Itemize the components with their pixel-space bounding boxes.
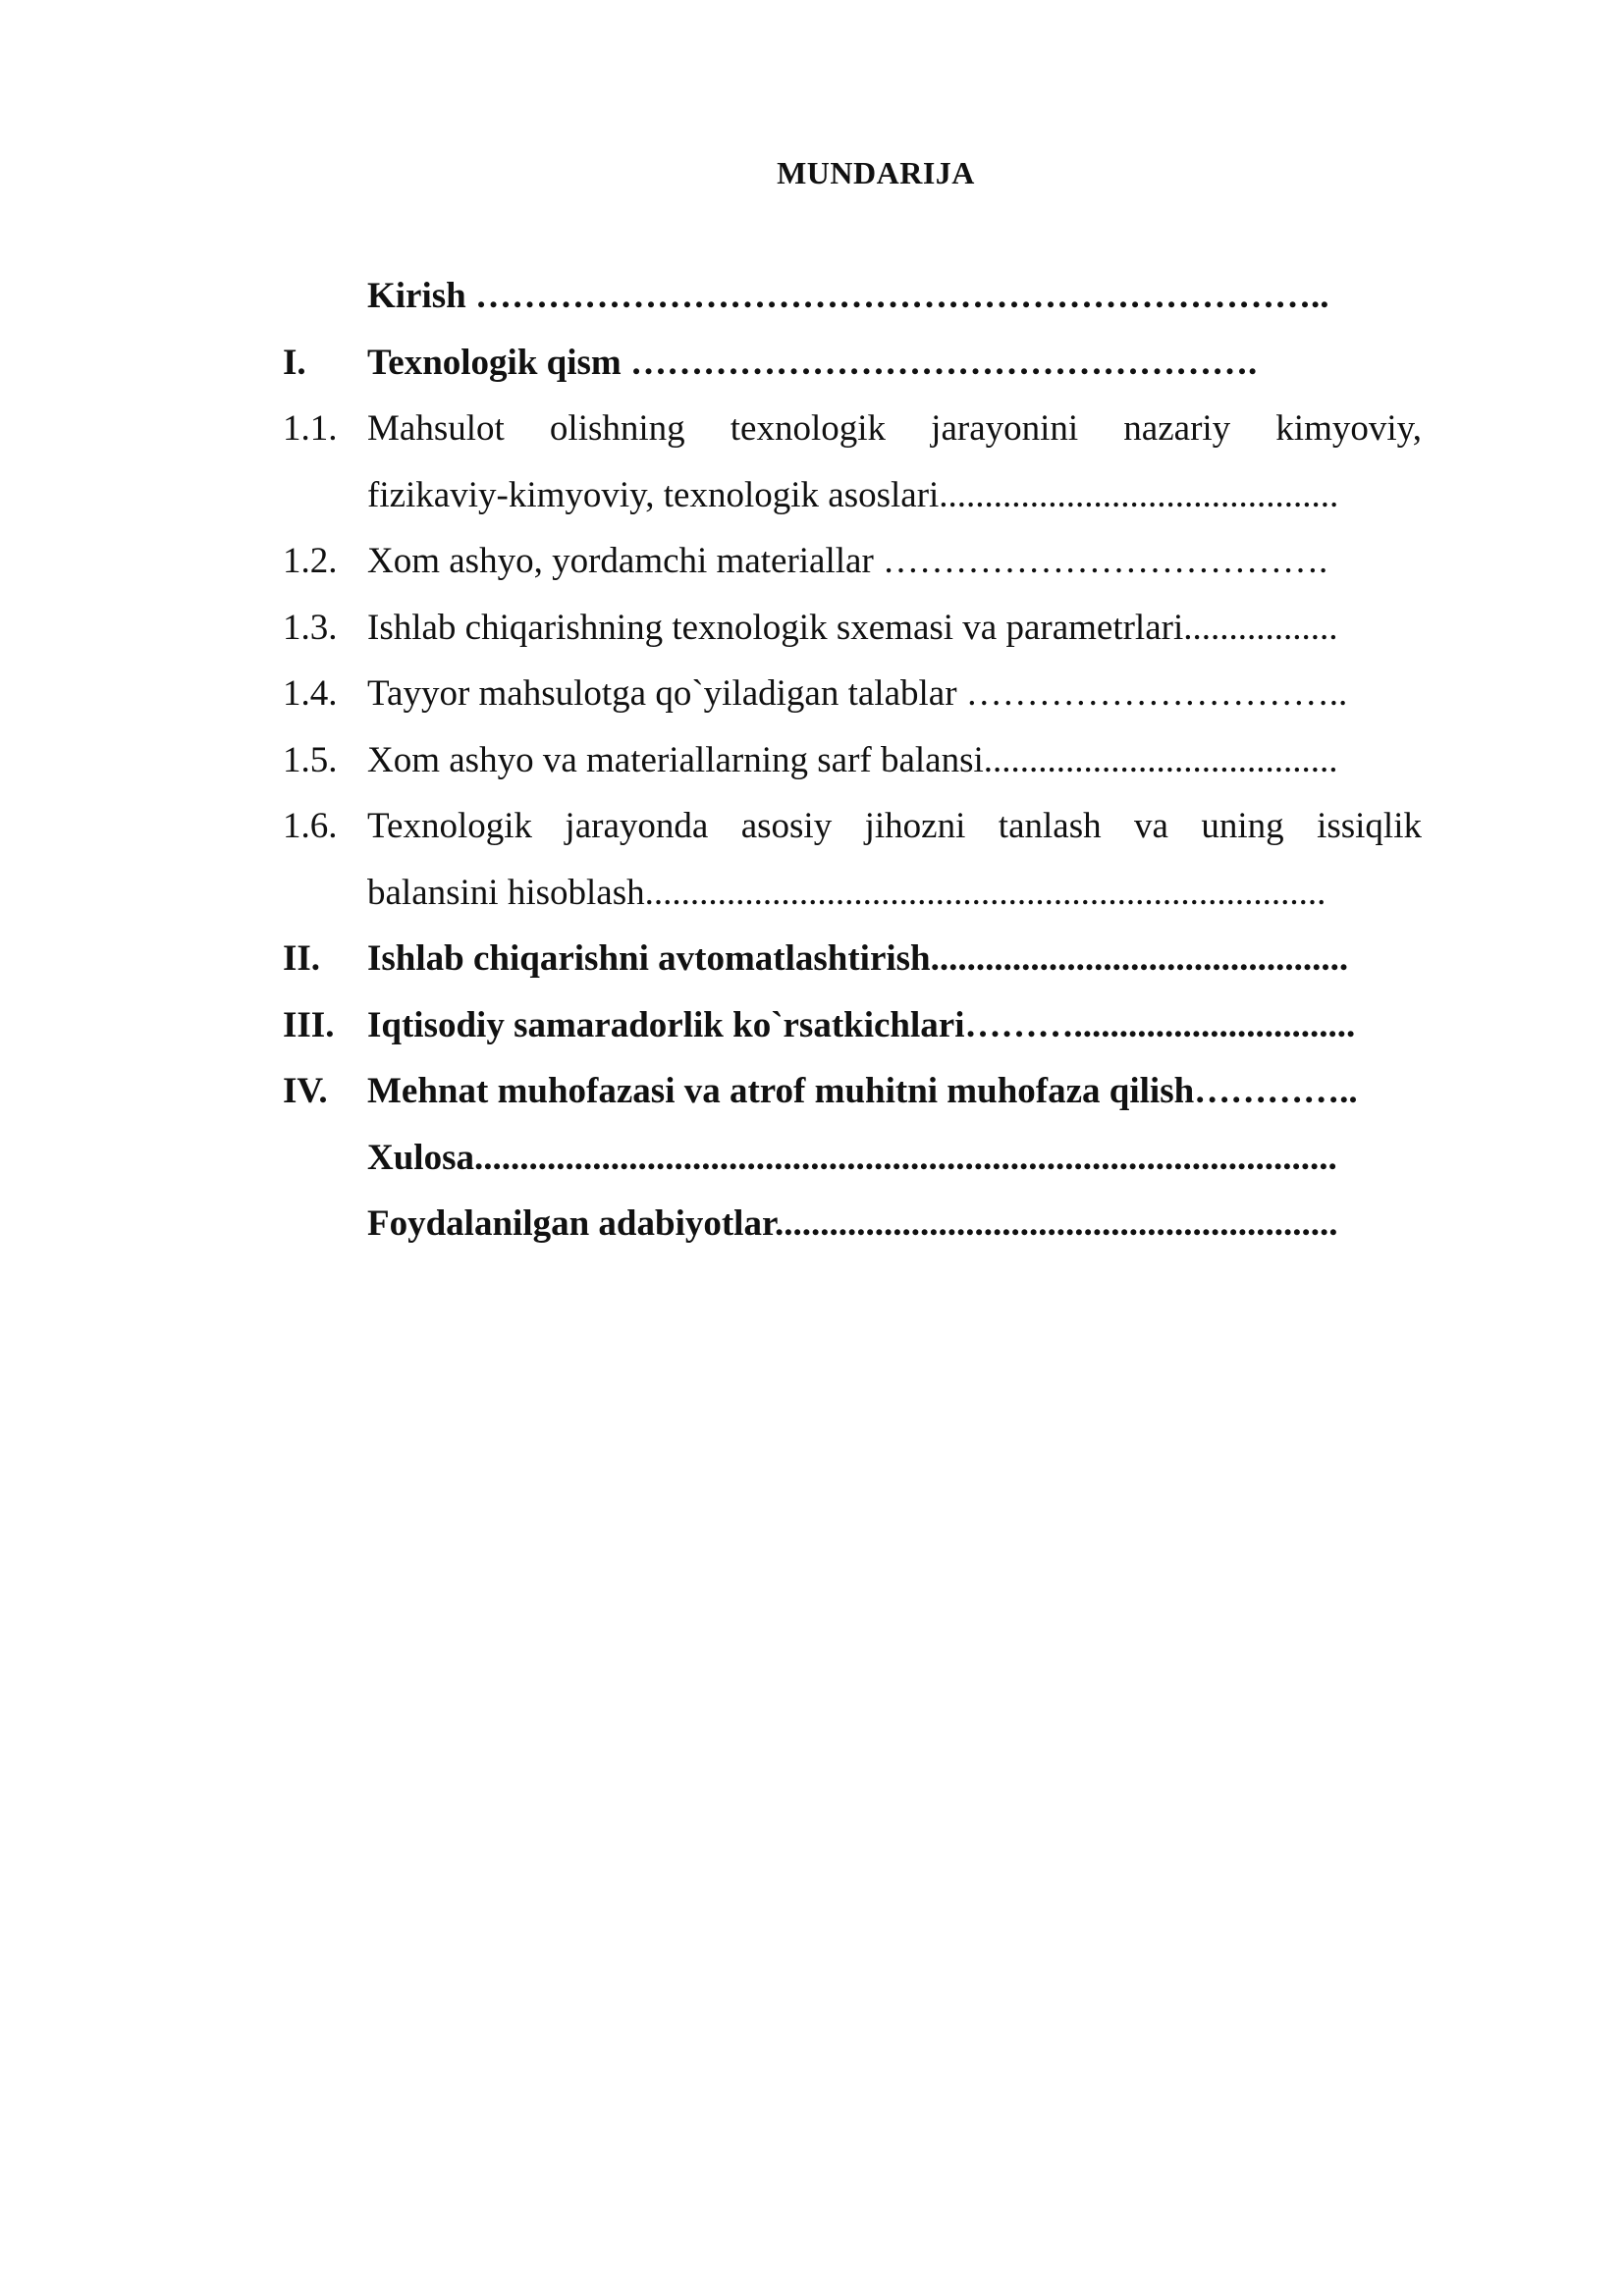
toc-number: IV. [283,1071,328,1111]
toc-text: Xom ashyo va materiallarning sarf balansi....................................... [367,739,1338,780]
toc-text: Kirish …………………………………………………………….. [367,276,1329,316]
toc-entry-ii [283,926,1422,992]
toc-number: 1.5. [283,739,338,780]
toc-text: Ishlab chiqarishni avtomatlashtirish.............................................. [367,938,1349,979]
toc-text: Xulosa............................................................................................... [367,1137,1337,1178]
toc-text: Mahsulot olishning texnologik jarayonini nazariy kimyoviy, [367,408,1422,449]
toc-entry-iii [283,992,1422,1059]
toc-entry-adabiyotlar [283,1191,1422,1257]
toc-entry-iv [283,1058,1422,1125]
toc-entry-kirish [283,263,1422,330]
toc-text: Mehnat muhofazasi va atrof muhitni muhofaza qilish………….. [367,1071,1358,1111]
toc-entry-1-2 [283,528,1422,595]
toc-entry-1-6-continued [283,860,1422,927]
toc-text: Foydalanilgan adabiyotlar.............................................................. [367,1203,1338,1244]
toc-text: Ishlab chiqarishning texnologik sxemasi va parametrlari................. [367,607,1338,648]
toc-entry-1-1-continued [283,462,1422,529]
toc-number: 1.4. [283,673,338,714]
toc-text: fizikaviy-kimyoviy, texnologik asoslari............................................ [367,474,1339,515]
page-title: MUNDARIJA [777,155,975,190]
toc-text: Texnologik jarayonda asosiy jihozni tanlash va uning issiqlik [367,806,1422,846]
toc-entry-1-1 [283,396,1422,462]
toc-number: 1.6. [283,806,338,846]
toc-text: Tayyor mahsulotga qo`yiladigan talablar ………………………….. [367,673,1348,714]
toc-entry-1-6 [283,793,1422,860]
toc-entry-xulosa [283,1125,1422,1192]
toc-text: Iqtisodiy samaradorlik ko`rsatkichlari………............................... [367,1004,1356,1045]
toc-number: 1.3. [283,607,338,648]
toc-entry-1-4 [283,661,1422,727]
toc-entry-1-5 [283,727,1422,794]
toc-entry-texnologik-qism [283,330,1422,397]
toc-text: Xom ashyo, yordamchi materiallar ………………………………. [367,541,1328,581]
toc-number: 1.1. [283,408,338,449]
table-of-contents [283,263,1422,1257]
toc-number: I. [283,342,306,383]
toc-text: Texnologik qism ……………………………………………. [367,342,1258,383]
toc-text: balansini hisoblash........................................................................... [367,872,1326,913]
toc-number: III. [283,1004,335,1045]
toc-entry-1-3 [283,595,1422,662]
toc-number: II. [283,938,321,979]
toc-number: 1.2. [283,541,338,581]
